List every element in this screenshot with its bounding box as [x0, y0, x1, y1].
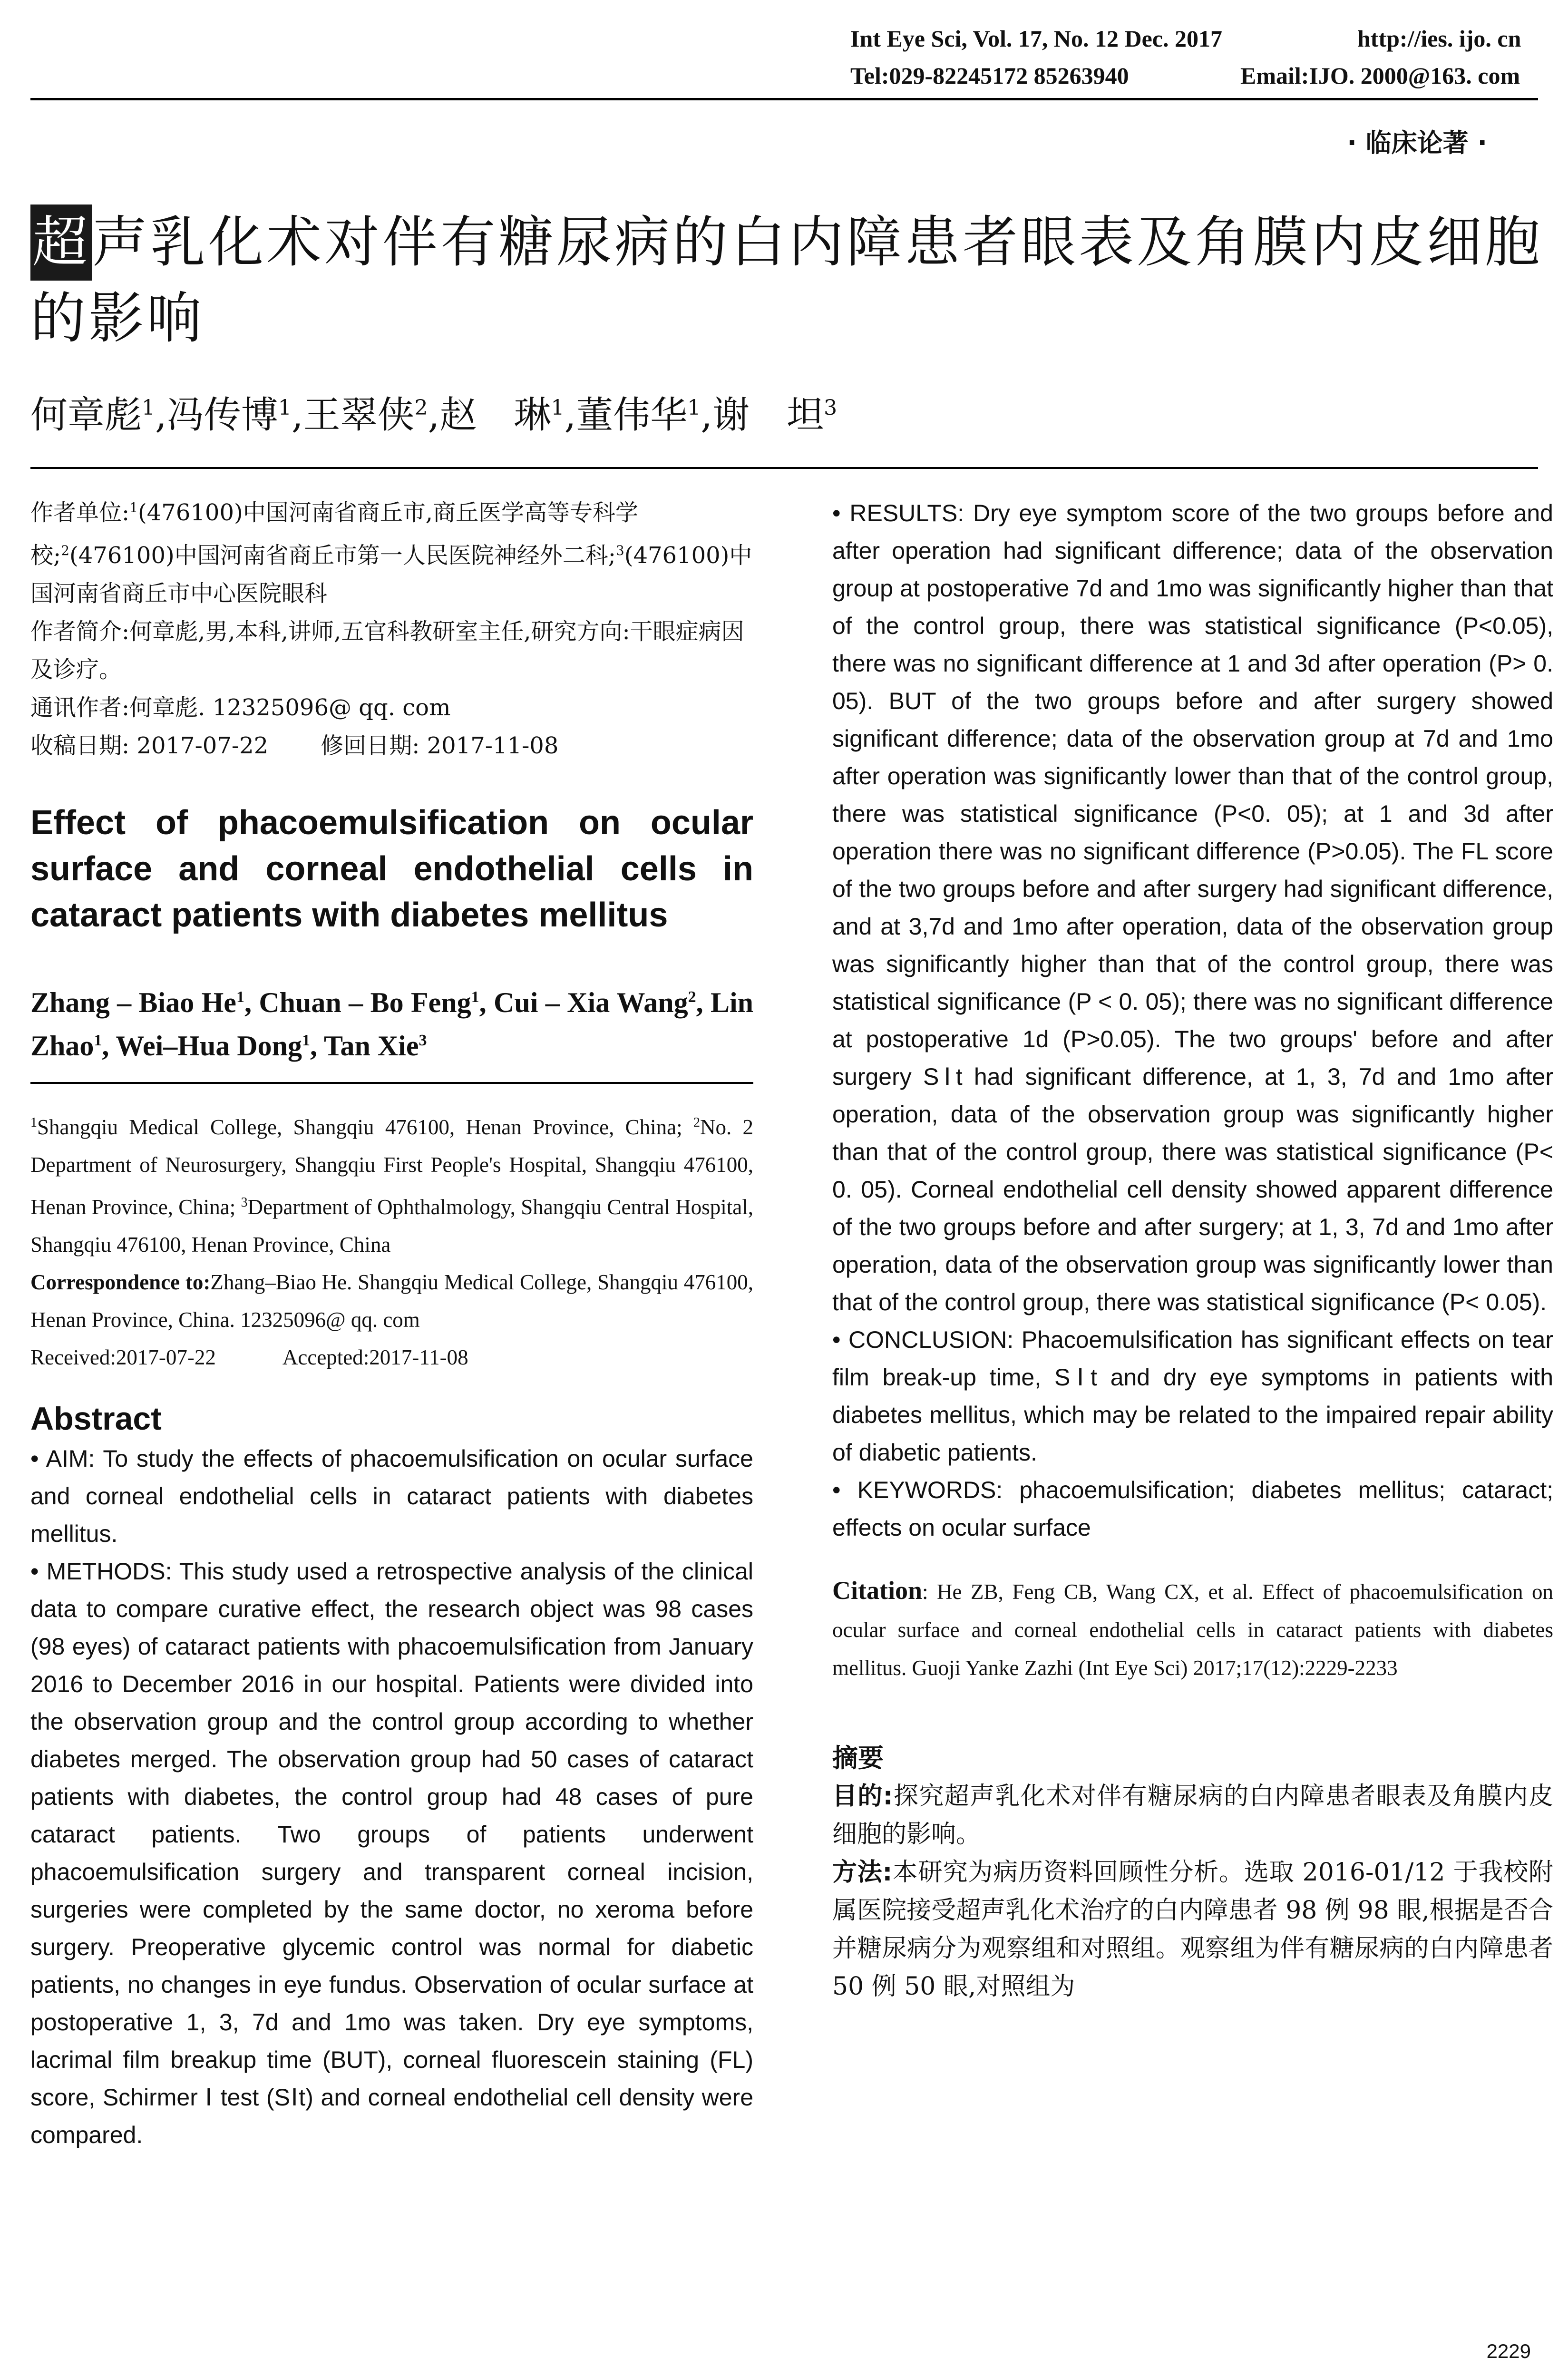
author-cn: 谢 坦 — [712, 394, 824, 437]
title-highlight-char: 超 — [30, 205, 92, 281]
dates-cn — [30, 727, 753, 765]
abstract-keywords: • KEYWORDS: phacoemulsification; diabetes mellitus; cataract; effects on ocular surface — [832, 1477, 1553, 1541]
author-cn: 何章彪 — [30, 394, 142, 437]
author-en: Chuan – Bo Feng — [259, 987, 471, 1018]
author-sup: 1 — [687, 396, 701, 420]
author-sup: 3 — [824, 396, 838, 420]
corresponding-cn: 通讯作者:何章彪. 12325096@ qq. com — [30, 694, 451, 721]
abstract-aim: • AIM: To study the effects of phacoemulsification on ocular surface and corneal endothelial cells in cataract patients with diabetes mellitus. — [30, 1445, 753, 1547]
correspondence-en — [30, 1264, 753, 1339]
author-intro-cn: 作者简介:何章彪,男,本科,讲师,五官科教研室主任,研究方向:干眼症病因及诊疗。 — [30, 618, 744, 683]
journal-tel: Tel:029-82245172 85263940 — [850, 62, 1129, 89]
left-column — [30, 489, 753, 2154]
author-sup: 3 — [419, 1032, 427, 1049]
author-sup: 1 — [278, 396, 292, 420]
header-rule — [30, 98, 1538, 100]
author-sup: 2 — [688, 988, 696, 1006]
abstract-methods: • METHODS: This study used a retrospective analysis of the clinical data to compare curative effect, the research object was 98 cases (98 eyes) of cataract patients with phacoemulsification from January 2016 to December 2016 in our hospital. Patients were divided into the observation group and the control group according to whether diabetes merged. The observation group had 50 cases of cataract patients with diabetes, the control group had 48 cases of pure cataract patients. Two groups of patients underwent phacoemulsification surgery and transparent corneal incision, surgeries were completed by the same doctor, no xeroma before surgery. Preoperative glycemic control was normal for diabetic patients, no changes in eye fundus. Observation of ocular surface at postoperative 1, 3, 7d and 1mo was taken. Dry eye symptoms, lacrimal film breakup time (BUT), corneal fluorescein staining (FL) score, Schirmer Ⅰ test (SⅠt) and corneal endothelial cell density were compared. — [30, 1558, 753, 2148]
unit-2: (476100)中国河南省商丘市第一人民医院神经外二科; — [69, 542, 616, 569]
affiliation-2: No. 2 Department of Neurosurgery, Shangqiu First People's Hospital, Shangqiu 476100, Henan Province, China; — [30, 1115, 754, 1219]
abstract-conclusion: • CONCLUSION: Phacoemulsification has significant effects on tear film break-up time, SⅠt and dry eye symptoms in patients with diabetes mellitus, which may be related to the impaired repair ability of diabetic patients. — [832, 1326, 1553, 1466]
page-number: 2229 — [1486, 2340, 1531, 2362]
page-title — [30, 205, 1543, 357]
cn-abstract-aim — [832, 1777, 1553, 1853]
author-en: Cui – Xia Wang — [494, 987, 688, 1018]
cn-aim-label: 目的: — [832, 1782, 893, 1811]
title-rule — [30, 467, 1538, 469]
received-en: Received:2017-07-22 — [30, 1345, 216, 1369]
english-title: Effect of phacoemulsification on ocular surface and corneal endothelial cells in cataract patients with diabetes mellitus — [30, 804, 753, 934]
cn-abstract-methods — [832, 1853, 1553, 2006]
page-header — [0, 0, 1568, 109]
author-sup: 2 — [414, 396, 428, 420]
correspondence-text: Zhang–Biao He. Shangqiu Medical College, Shangqiu 476100, Henan Province, China. 12325096@ qq. com — [30, 1270, 753, 1332]
authors-cn: 何章彪$^1$,冯传博$^1$,王翠侠$^2$,赵 琳$^1$,董伟华$^1$,谢 坦$^3$ — [30, 394, 838, 437]
cn-methods-text: 本研究为病历资料回顾性分析。选取 2016-01/12 于我校附属医院接受超声乳化术治疗的白内障患者 98 例 98 眼,根据是否合并糖尿病分为观察组和对照组。观察组为伴有糖尿病的白内障患者 50 例 50 眼,对照组为 — [832, 1858, 1553, 2001]
abstract-heading: Abstract — [30, 1401, 162, 1437]
dates-en — [30, 1339, 753, 1376]
author-en: Wei–Hua Dong — [116, 1030, 302, 1062]
author-sup: 1 — [302, 1032, 311, 1049]
author-sup: 1 — [471, 988, 479, 1006]
authors-en: Zhang – Biao He$^1$, Chuan – Bo Feng$^1$, Cui – Xia Wang$^2$, Lin Zhao$^1$, Wei–Hua Dong$^1$, Tan Xie$^3$ — [30, 987, 754, 1062]
citation-label: Citation — [832, 1576, 922, 1605]
citation-text: : He ZB, Feng CB, Wang CX, et al. Effect of phacoemulsification on ocular surface and corneal endothelial cells in cataract patients with diabetes mellitus. Guoji Yanke Zazhi (Int Eye Sci) 2017;17(12):2229-2233 — [832, 1580, 1553, 1680]
journal-url[interactable]: http://ies. ijo. cn — [1357, 25, 1521, 52]
author-cn: 冯传博 — [166, 394, 278, 437]
author-en: Tan Xie — [323, 1030, 419, 1062]
author-cn: 董伟华 — [576, 394, 688, 437]
section-tag: · 临床论著 · — [1347, 128, 1487, 158]
author-en: Zhang – Biao He — [30, 987, 236, 1018]
abstract-results: • RESULTS: Dry eye symptom score of the two groups before and after operation had significant difference; data of the observation group at postoperative 7d and 1mo was significantly higher than that of the control group, there was statistical significance (P<0.05), there was no significant difference at 1 and 3d after operation (P> 0. 05). BUT of the two groups before and after surgery showed significant difference; data of the observation group at 7d and 1mo after operation was significantly lower than that of the control group, there was statistical significance (P<0. 05); at 1 and 3d after operation there was no significant difference (P>0.05). The FL score of the two groups before and after surgery had significant difference, and at 3,7d and 1mo after operation, data of the observation group was significantly higher than that of the control group, there was statistical significance (P < 0. 05); there was no significant difference at postoperative 1d (P>0.05). The two groups' before and after surgery SⅠt had significant difference, at 1, 3, 7d and 1mo after operation, data of the observation group was significantly higher than that of the control group, there was statistical significance (P< 0. 05). Corneal endothelial cell density showed apparent difference of the two groups before and after surgery; at 1, 3, 7d and 1mo after operation, data of the observation group was significantly lower than that of the control group, there was statistical significance (P< 0.05). — [832, 500, 1553, 1315]
author-sup: 1 — [94, 1032, 102, 1049]
right-column — [832, 495, 1553, 2006]
cn-methods-label: 方法: — [832, 1858, 893, 1887]
author-sup: 1 — [551, 396, 565, 420]
affiliations-en: $^1$Shangqiu Medical College, Shangqiu 476100, Henan Province, China; $^2$No. 2 Department of Neurosurgery, Shangqiu First People's Hospital, Shangqiu 476100, Henan Province, China; $^3$Department of Ophthalmology, Shangqiu Central Hospital, Shangqiu 476100, Henan Province, China — [30, 1115, 754, 1257]
title-text: 声乳化术对伴有糖尿病的白内障患者眼表及角膜内皮细胞的影响 — [30, 210, 1543, 351]
authors-rule — [30, 1082, 753, 1084]
author-sup: 1 — [236, 988, 244, 1006]
author-cn: 赵 琳 — [439, 394, 551, 437]
cn-aim-text: 探究超声乳化术对伴有糖尿病的白内障患者眼表及角膜内皮细胞的影响。 — [832, 1782, 1553, 1849]
citation — [832, 1571, 1553, 1687]
revised-cn: 修回日期: 2017-11-08 — [321, 732, 559, 759]
unit-prefix: 作者单位: — [30, 499, 130, 526]
unit-1: (476100)中国河南省商丘市,商丘医学高等专科学校; — [30, 499, 638, 569]
cn-abstract-heading: 摘要 — [832, 1743, 884, 1773]
correspondence-label: Correspondence to: — [30, 1270, 211, 1294]
received-cn: 收稿日期: 2017-07-22 — [30, 732, 269, 759]
affiliation-3: Department of Ophthalmology, Shangqiu Central Hospital, Shangqiu 476100, Henan Province, China — [30, 1195, 753, 1257]
author-sup: 1 — [142, 396, 156, 420]
journal-email[interactable]: Email:IJO. 2000@163. com — [1240, 62, 1520, 89]
accepted-en: Accepted:2017-11-08 — [282, 1345, 468, 1369]
author-cn: 王翠侠 — [303, 394, 415, 437]
author-units-cn: 作者单位:$^1$(476100)中国河南省商丘市,商丘医学高等专科学校;$^2$(476100)中国河南省商丘市第一人民医院神经外二科;$^3$(476100)中国河南省商丘市中心医院眼科 — [30, 499, 752, 607]
unit-3: (476100)中国河南省商丘市中心医院眼科 — [30, 542, 752, 607]
author-en: Lin Zhao — [30, 987, 754, 1062]
journal-info: Int Eye Sci, Vol. 17, No. 12 Dec. 2017 — [850, 25, 1222, 52]
affiliation-1: Shangqiu Medical College, Shangqiu 476100, Henan Province, China; — [37, 1115, 682, 1139]
